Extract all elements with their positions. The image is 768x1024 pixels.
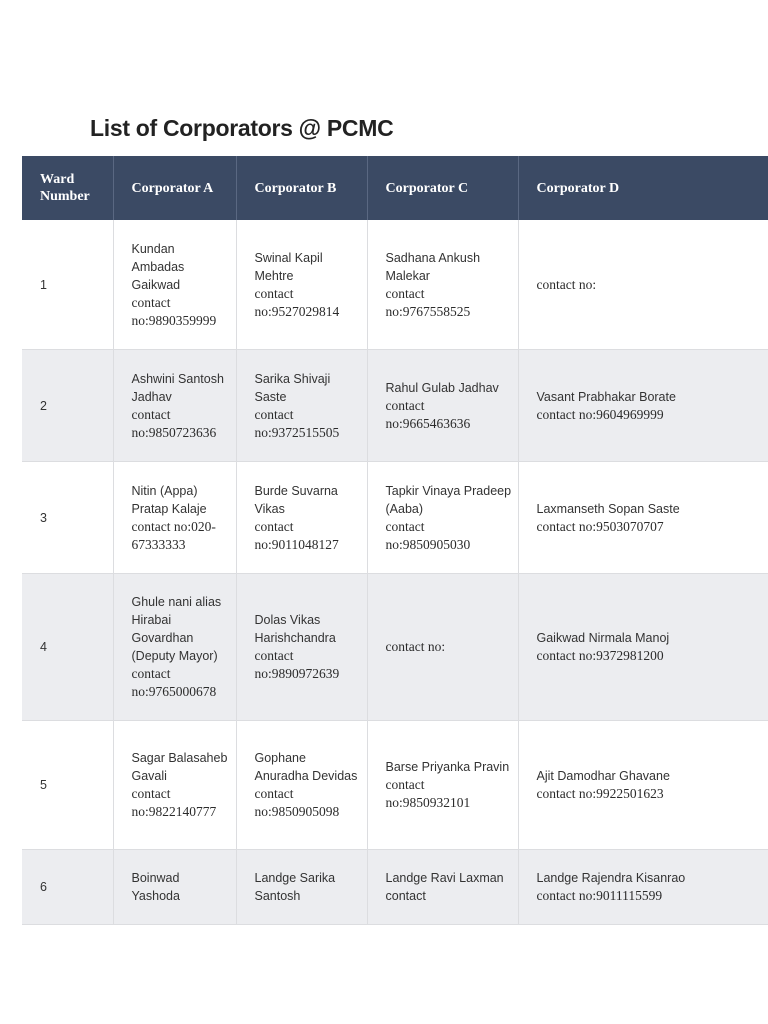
ward-number-cell: 4 — [22, 574, 113, 721]
corporator-contact: contact no:9665463636 — [385, 397, 471, 431]
corporator-contact: contact no:9011048127 — [254, 518, 339, 552]
corporator-name: Swinal Kapil Mehtre — [254, 250, 323, 283]
corporator-name: Landge Ravi Laxman — [385, 871, 504, 885]
corporator-name: Kundan Ambadas Gaikwad — [131, 241, 185, 292]
ward-number-cell: 5 — [22, 721, 113, 850]
corporator-contact: contact no: — [536, 276, 597, 292]
corporator-contact: contact no:9767558525 — [385, 285, 471, 319]
header-corporator-c: Corporator C — [367, 156, 518, 220]
corporator-d-cell — [518, 462, 768, 574]
table-row — [22, 350, 768, 462]
corporator-contact: contact no:9850905098 — [254, 786, 340, 819]
corporator-name: Rahul Gulab Jadhav — [385, 380, 499, 395]
corporator-name: Tapkir Vinaya Pradeep (Aaba) — [385, 483, 512, 516]
header-ward-number: Ward Number — [22, 156, 113, 220]
corporator-name: Landge Sarika Santosh — [254, 871, 336, 903]
corporator-contact: contact no:9922501623 — [536, 786, 664, 801]
corporator-name: Vasant Prabhakar Borate — [536, 389, 676, 404]
table-row — [22, 462, 768, 574]
header-corporator-d: Corporator D — [518, 156, 768, 220]
corporator-c-cell — [367, 574, 518, 721]
corporator-name: Sadhana Ankush Malekar — [385, 250, 481, 283]
corporator-c-cell — [367, 721, 518, 850]
corporator-d-cell — [518, 721, 768, 850]
corporator-contact: contact no:9765000678 — [131, 666, 217, 699]
ward-number-cell: 3 — [22, 462, 113, 574]
corporator-contact: contact no:9850905030 — [385, 518, 471, 552]
corporator-d-cell — [518, 220, 768, 350]
corporator-b-cell — [236, 350, 367, 462]
corporator-contact: contact no:9372515505 — [254, 406, 340, 440]
page-title: List of Corporators @ PCMC — [90, 115, 394, 141]
table-row — [22, 220, 768, 350]
corporator-contact: contact no:9822140777 — [131, 786, 217, 819]
corporator-c-cell — [367, 462, 518, 574]
corporator-b-cell — [236, 220, 367, 350]
corporator-name: Gophane Anuradha Devidas — [254, 751, 358, 783]
corporator-contact: contact no:9527029814 — [254, 285, 340, 319]
corporator-name: Barse Priyanka Pravin — [385, 760, 510, 774]
corporator-contact: contact no:9850723636 — [131, 406, 217, 440]
corporator-contact: contact no:9604969999 — [536, 406, 664, 422]
corporator-a-cell — [113, 350, 236, 462]
corporator-d-cell — [518, 850, 768, 925]
corporator-contact: contact no:9372981200 — [536, 648, 664, 663]
corporator-d-cell — [518, 350, 768, 462]
corporator-contact: contact no:9890972639 — [254, 648, 340, 681]
corporator-contact: contact no:9011115599 — [536, 888, 663, 903]
corporator-name: Dolas Vikas Harishchandra — [254, 613, 336, 645]
corporator-contact: contact no:020-67333333 — [131, 518, 216, 552]
table-row — [22, 574, 768, 721]
corporator-name: Nitin (Appa) Pratap Kalaje — [131, 483, 207, 516]
corporator-contact: contact — [385, 889, 426, 903]
corporator-c-cell — [367, 220, 518, 350]
ward-number-cell: 2 — [22, 350, 113, 462]
corporator-a-cell — [113, 850, 236, 925]
corporator-a-cell — [113, 574, 236, 721]
corporator-contact: contact no:9850932101 — [385, 777, 471, 810]
corporator-a-cell — [113, 721, 236, 850]
corporator-name: Burde Suvarna Vikas — [254, 483, 338, 516]
corporator-a-cell — [113, 462, 236, 574]
header-corporator-a: Corporator A — [113, 156, 236, 220]
corporator-c-cell — [367, 350, 518, 462]
table-body — [22, 220, 768, 925]
table-header — [22, 156, 768, 220]
corporator-a-cell — [113, 220, 236, 350]
table-row — [22, 850, 768, 925]
corporator-name: Boinwad Yashoda — [131, 871, 180, 903]
corporator-name: Gaikwad Nirmala Manoj — [536, 631, 670, 645]
corporator-b-cell — [236, 721, 367, 850]
ward-number-cell: 1 — [22, 220, 113, 350]
corporator-name: Sagar Balasaheb Gavali — [131, 751, 228, 783]
corporator-c-cell — [367, 850, 518, 925]
corporator-name: Ghule nani alias Hirabai Govardhan (Deputy Mayor) — [131, 595, 222, 663]
corporator-contact: contact no:9503070707 — [536, 518, 664, 534]
corporator-b-cell — [236, 462, 367, 574]
header-row — [22, 156, 768, 220]
corporator-name: Laxmanseth Sopan Saste — [536, 501, 680, 516]
corporator-name: Ashwini Santosh Jadhav — [131, 371, 224, 404]
corporator-b-cell — [236, 574, 367, 721]
corporator-contact: contact no:9890359999 — [131, 294, 217, 328]
table-row — [22, 721, 768, 850]
corporator-contact: contact no: — [385, 639, 446, 654]
corporator-b-cell — [236, 850, 367, 925]
corporator-name: Ajit Damodhar Ghavane — [536, 769, 670, 783]
corporators-table — [22, 156, 768, 925]
corporator-name: Sarika Shivaji Saste — [254, 371, 331, 404]
corporator-name: Landge Rajendra Kisanrao — [536, 871, 686, 885]
corporator-d-cell — [518, 574, 768, 721]
ward-number-cell: 6 — [22, 850, 113, 925]
header-corporator-b: Corporator B — [236, 156, 367, 220]
